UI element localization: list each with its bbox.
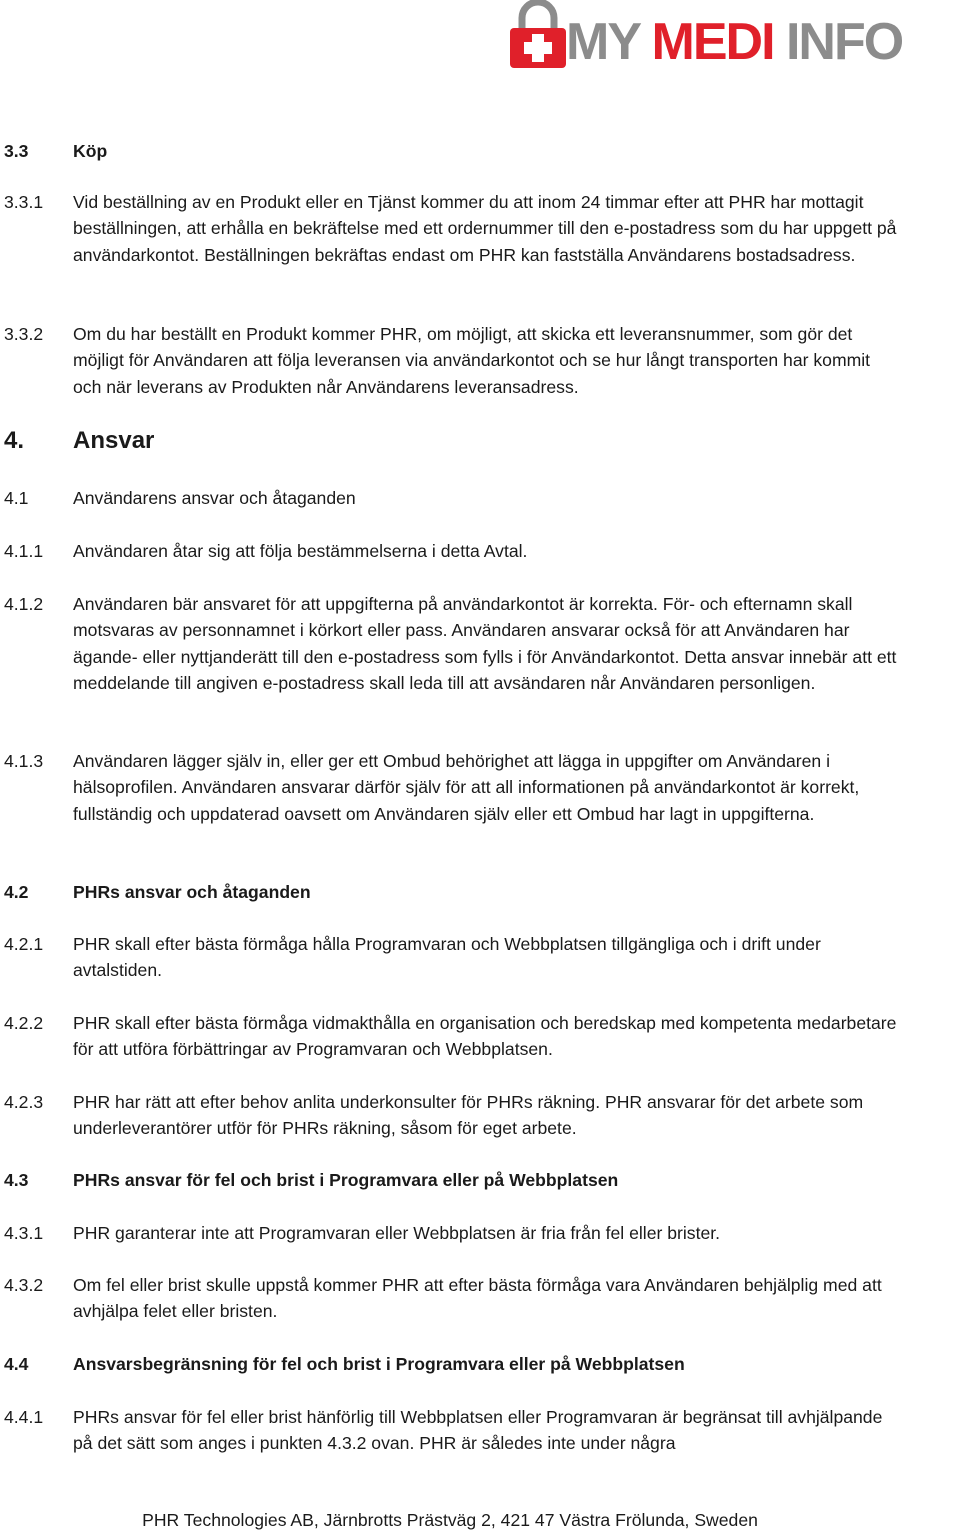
- logo-wordmark: MY MEDI INFO: [566, 13, 903, 71]
- lock-cross-icon: [508, 0, 568, 70]
- page-footer: [0, 1507, 960, 1533]
- brand-logo: [500, 0, 960, 74]
- footer-address: PHR Technologies AB, Järnbrotts Prästväg 2, 421 47 Västra Frölunda, Sweden: [142, 1510, 758, 1530]
